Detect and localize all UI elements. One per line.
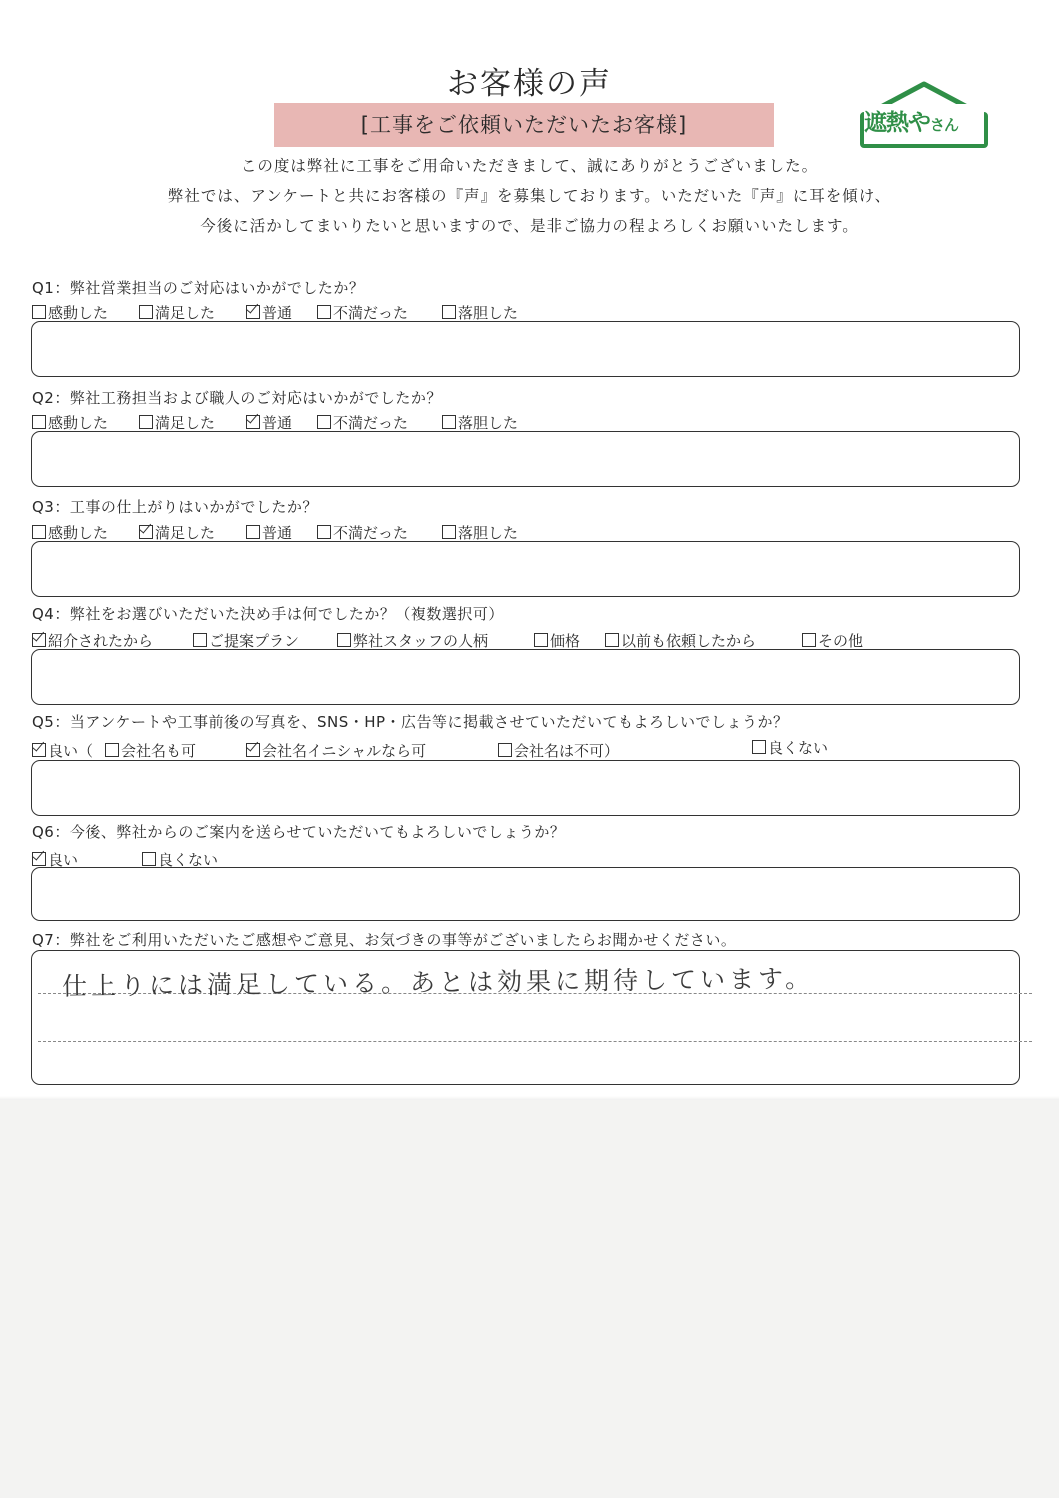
q3-answer-box[interactable] <box>31 541 1020 597</box>
q4-option-sonota[interactable]: その他 <box>802 630 863 651</box>
q2-option-manzoku[interactable]: 満足した <box>139 412 215 433</box>
q6-answer-box[interactable] <box>31 867 1020 921</box>
company-logo <box>858 80 990 150</box>
question-2: Q2：弊社工務担当および職人のご対応はいかがでしたか？ <box>32 389 442 407</box>
question-3: Q3：工事の仕上がりはいかがでしたか？ <box>32 498 318 516</box>
checkbox-checked[interactable] <box>246 305 260 319</box>
q1-option-manzoku[interactable]: 満足した <box>139 302 215 323</box>
checkbox[interactable] <box>317 415 331 429</box>
checkbox[interactable] <box>534 633 548 647</box>
q2-option-kandou[interactable]: 感動した <box>32 412 108 433</box>
intro-line-2: 弊社では、アンケートと共にお客様の『声』を募集しております。いただいた『声』に耳を傾け、 <box>167 187 892 205</box>
q4-option-kakaku[interactable]: 価格 <box>534 630 580 651</box>
q2-option-fuman[interactable]: 不満だった <box>317 412 408 433</box>
page-title: お客様の声 <box>447 66 612 102</box>
question-1: Q1：弊社営業担当のご対応はいかがでしたか？ <box>32 279 365 297</box>
checkbox-checked[interactable] <box>246 743 260 757</box>
q1-option-kandou[interactable]: 感動した <box>32 302 108 323</box>
q5-option-yokunai[interactable]: 良くない <box>752 737 828 758</box>
checkbox[interactable] <box>105 743 119 757</box>
checkbox[interactable] <box>498 743 512 757</box>
checkbox[interactable] <box>802 633 816 647</box>
q5-answer-box[interactable] <box>31 760 1020 816</box>
question-6: Q6：今後、弊社からのご案内を送らせていただいてもよろしいでしょうか？ <box>32 823 566 841</box>
question-4: Q4：弊社をお選びいただいた決め手は何でしたか？（複数選択可） <box>32 605 504 623</box>
checkbox-checked[interactable] <box>32 633 46 647</box>
checkbox[interactable] <box>442 525 456 539</box>
q3-option-fuman[interactable]: 不満だった <box>317 522 408 543</box>
q1-option-fuman[interactable]: 不満だった <box>317 302 408 323</box>
q6-option-yokunai[interactable]: 良くない <box>142 849 218 870</box>
scan-background <box>0 1100 1059 1498</box>
checkbox-checked[interactable] <box>32 743 46 757</box>
checkbox[interactable] <box>32 525 46 539</box>
checkbox[interactable] <box>752 740 766 754</box>
q5-option-kaishamei-ka[interactable]: 会社名も可 <box>105 740 196 761</box>
checkbox-checked[interactable] <box>32 852 46 866</box>
q1-answer-box[interactable] <box>31 321 1020 377</box>
checkbox-checked[interactable] <box>139 525 153 539</box>
intro-line-3: 今後に活かしてまいりたいと思いますので、是非ご協力の程よろしくお願いいたします。 <box>200 217 859 235</box>
checkbox[interactable] <box>246 525 260 539</box>
checkbox[interactable] <box>139 415 153 429</box>
q2-answer-box[interactable] <box>31 431 1020 487</box>
q1-option-rakutan[interactable]: 落胆した <box>442 302 518 323</box>
checkbox[interactable] <box>32 415 46 429</box>
q4-option-staff[interactable]: 弊社スタッフの人柄 <box>337 630 488 651</box>
question-5: Q5：当アンケートや工事前後の写真を、SNS・HP・広告等に掲載させていただいてもよろしいでしょうか？ <box>32 713 789 731</box>
q3-option-manzoku[interactable]: 満足した <box>139 522 215 543</box>
q4-option-izen[interactable]: 以前も依頼したから <box>605 630 756 651</box>
q2-option-futsuu[interactable]: 普通 <box>246 412 292 433</box>
checkbox[interactable] <box>442 305 456 319</box>
checkbox[interactable] <box>317 305 331 319</box>
q6-option-yoi[interactable]: 良い <box>32 849 78 870</box>
checkbox[interactable] <box>32 305 46 319</box>
checkbox[interactable] <box>139 305 153 319</box>
question-7: Q7：弊社をご利用いただいたご感想やご意見、お気づきの事等がございましたらお聞かせください。 <box>32 931 737 949</box>
q4-option-teian[interactable]: ご提案プラン <box>193 630 299 651</box>
q5-option-initial[interactable]: 会社名イニシャルなら可 <box>246 740 426 761</box>
q3-option-rakutan[interactable]: 落胆した <box>442 522 518 543</box>
checkbox-checked[interactable] <box>246 415 260 429</box>
checkbox[interactable] <box>442 415 456 429</box>
checkbox[interactable] <box>193 633 207 647</box>
q3-option-kandou[interactable]: 感動した <box>32 522 108 543</box>
handwritten-answer: 仕上りには満足している。あとは効果に期待しています。 <box>61 964 815 1001</box>
q5-option-fuka[interactable]: 会社名は不可） <box>498 740 619 761</box>
q1-option-futsuu[interactable]: 普通 <box>246 302 292 323</box>
q4-answer-box[interactable] <box>31 649 1020 705</box>
checkbox[interactable] <box>337 633 351 647</box>
checkbox[interactable] <box>605 633 619 647</box>
logo-text: 遮熱やさん <box>864 104 984 142</box>
checkbox[interactable] <box>317 525 331 539</box>
checkbox[interactable] <box>142 852 156 866</box>
q4-option-shoukai[interactable]: 紹介されたから <box>32 630 153 651</box>
q5-option-yoi[interactable]: 良い（ <box>32 740 93 761</box>
q3-option-futsuu[interactable]: 普通 <box>246 522 292 543</box>
ruled-line <box>38 1041 1032 1042</box>
q2-option-rakutan[interactable]: 落胆した <box>442 412 518 433</box>
intro-line-1: この度は弊社に工事をご用命いただきまして、誠にありがとうございました。 <box>240 157 819 175</box>
banner: [工事をご依頼いただいたお客様] <box>274 103 774 147</box>
